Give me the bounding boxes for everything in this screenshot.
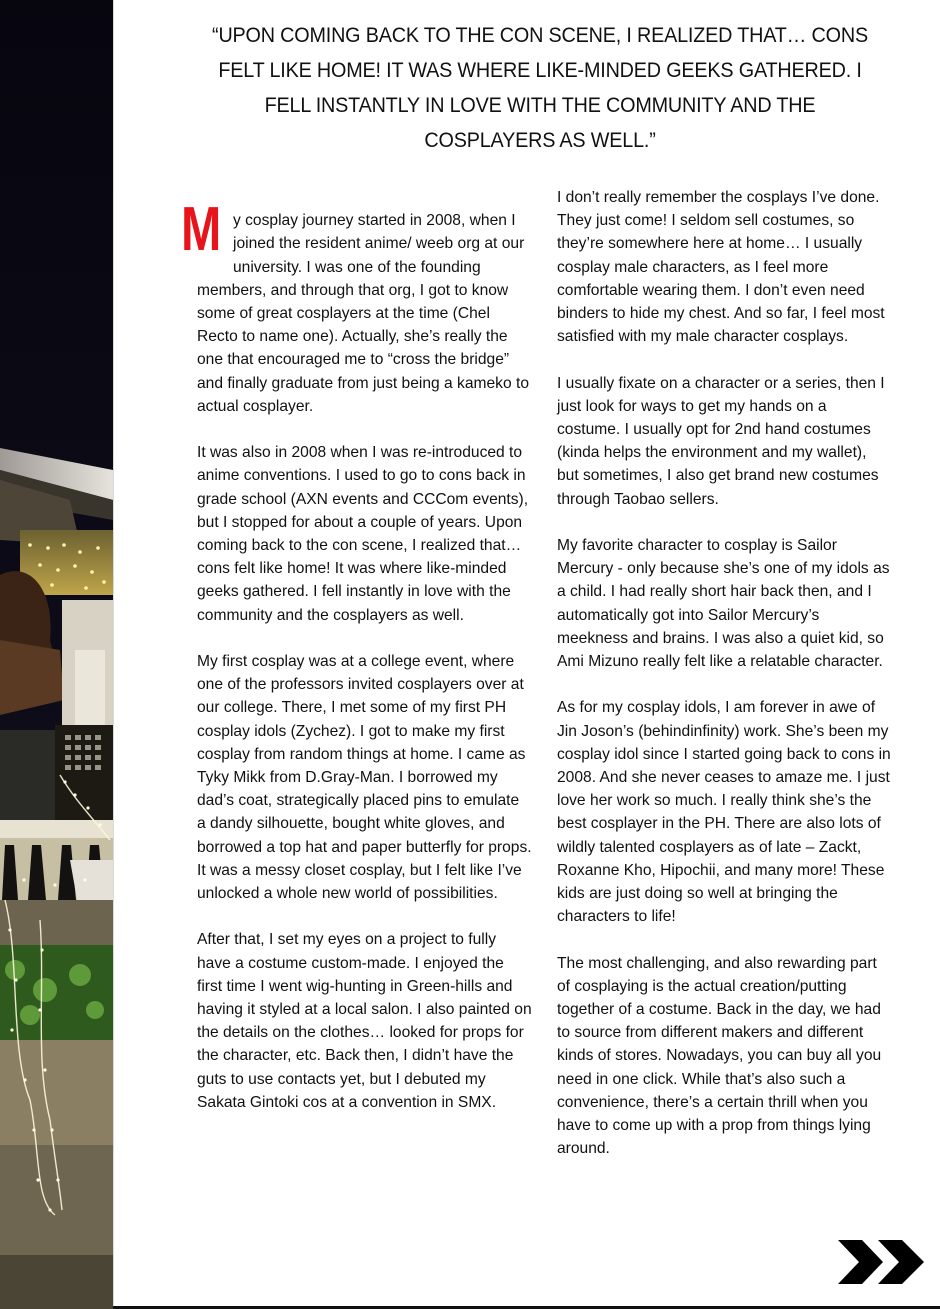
article-column-left [181,186,532,1137]
article-paragraph: I usually fixate on a character or a series, then I just look for ways to get my hands on a costume. I usually opt for 2nd hand costumes (kinda helps the environment and my wallet), but sometimes, I also get brand new costumes through Taobao sellers. [557,374,885,508]
night-scene-photo [0,0,113,1309]
paragraph-text: y cosplay journey started in 2008, when I joined the resident anime/ weeb org at our university. I was one of the founding members, and through that org, I got to know some of great cosplayers at the time (Chel Recto to name one). Actually, she’s really the one that encouraged me to “cross the bridge” and finally graduate from just being a kameko to actual cosplayer. [197,212,529,415]
article-paragraph: After that, I set my eyes on a project to fully have a costume custom-made. I enjoyed the first time I went wig-hunting in Green-hills and having it styled at a local salon. I also painted on the details on the clothes… looked for props for the character, etc. Back then, I didn’t have the guts to use contacts yet, but I debuted my Sakata Gintoki cos at a convention in SMX. [197,931,532,1111]
article-paragraph [181,186,532,418]
drop-cap: M [181,195,222,265]
page-edge-divider [113,0,114,1309]
article-paragraph: My first cosplay was at a college event, where one of the professors invited cosplayers over at our college. There, I met some of my first PH cosplay idols (Zychez). I got to make my first cosplay from random things at home. I came as Tyky Mikk from D.Gray-Man. I borrowed my dad’s coat, strategically placed pins to emulate a dandy silhouette, bought white gloves, and borrowed a top hat and paper butterfly for props. It was a messy closet cosplay, but I felt like I’ve unlocked a whole new world of possibilities. [197,653,532,903]
article-paragraph: The most challenging, and also rewarding part of cosplaying is the actual creation/putting together of a costume. Back in the day, we had to source from different makers and different kinds of stores. Nowadays, you can buy all you need in one click. While that’s also such a convenience, there’s a certain thrill when you have to come up with a prop from things lying around. [557,954,882,1158]
double-chevron-right-icon [838,1240,926,1284]
pull-quote: “UPON COMING BACK TO THE CON SCENE, I REALIZED THAT… CONS FELT LIKE HOME! IT WAS WHERE LIKE-MINDED GEEKS GATHERED. I FELL INSTANTLY IN LOVE WITH THE COMMUNITY AND THE COSPLAYERS AS WELL.” [212,23,868,152]
article-paragraph: I don’t really remember the cosplays I’ve done. They just come! I seldom sell costumes, so they’re somewhere here at home… I usually cosplay male characters, as I feel more comfortable wearing them. I don’t even need binders to hide my chest. And so far, I feel most satisfied with my male character cosplays. [557,189,885,346]
article-column-right [557,186,892,1184]
article-paragraph: My favorite character to cosplay is Sailor Mercury - only because she’s one of my idols as a child. I had really short hair back then, and I automatically got into Sailor Mercury’s meekness and brains. I was also a quiet kid, so Ami Mizuno really felt like a relatable character. [557,537,890,671]
next-page-button[interactable] [838,1240,926,1284]
article-paragraph: As for my cosplay idols, I am forever in awe of Jin Joson’s (behindinfinity) work. She’s been my cosplay idol since I started going back to cons in 2008. And she never ceases to amaze me. I just love her work so much. I really think she’s the best cosplayer in the PH. There are also lots of wildly talented cosplayers as of late – Zackt, Roxanne Kho, Hipochii, and many more! These kids are just doing so well at bringing the characters to life! [557,699,891,926]
article-paragraph: It was also in 2008 when I was re-introduced to anime conventions. I used to go to cons back in grade school (AXN events and CCCom events), but I stopped for about a couple of years. Upon coming back to the con scene, I realized that… cons felt like home! It was where like-minded geeks gathered. I fell instantly in love with the community and the cosplayers as well. [197,444,529,624]
cover-photo-strip [0,0,113,1309]
